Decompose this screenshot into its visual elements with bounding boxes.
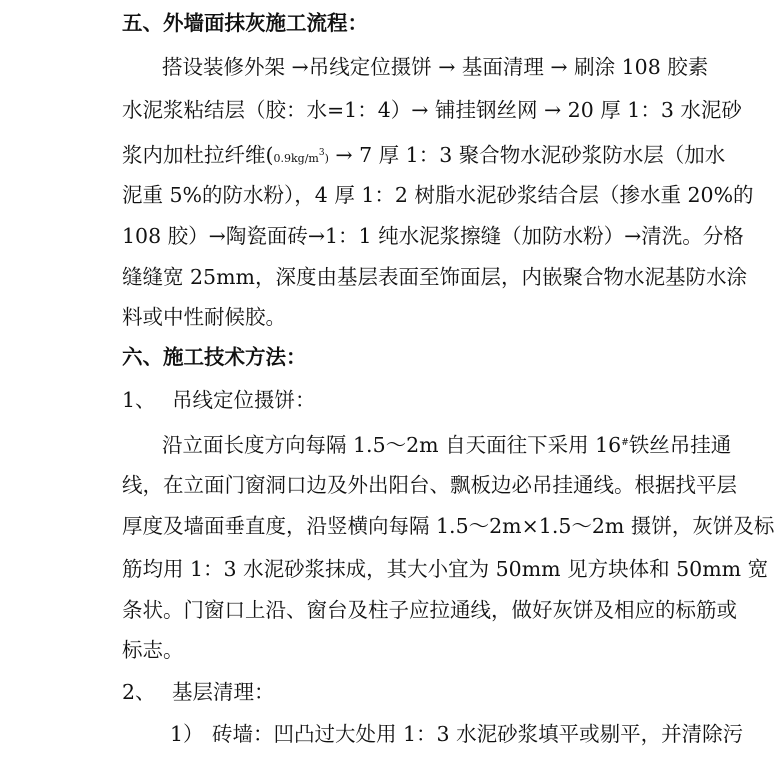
section-6-heading: 六、施工技术方法： (122, 345, 307, 369)
item-title: 基层清理： (172, 680, 275, 704)
paragraph-line: 搭设装修外架 →吊线定位摄饼 → 基面清理 → 刷涂 108 胶素 (162, 55, 709, 79)
paragraph-line: 料或中性耐候胶。 (122, 305, 286, 329)
paragraph-line: 水泥浆粘结层（胶：水=1：4）→ 铺挂钢丝网 → 20 厚 1：3 水泥砂 (122, 98, 742, 122)
sub-item-text: 砖墙：凹凸过大处用 1：3 水泥砂浆填平或剔平，并清除污 (212, 722, 744, 746)
paragraph-line: 标志。 (122, 638, 184, 662)
item-title: 吊线定位摄饼： (172, 388, 316, 412)
section-5-heading: 五、外墙面抹灰施工流程： (122, 11, 368, 35)
item-number: 2、 (122, 680, 156, 704)
item-number: 1、 (122, 388, 156, 412)
paragraph-line: 条状。门窗口上沿、窗台及柱子应拉通线，做好灰饼及相应的标筋或 (122, 598, 737, 622)
sub-item-number: 1） (170, 722, 204, 746)
paragraph-line (162, 429, 731, 459)
paragraph-line: 108 胶）→陶瓷面砖→1：1 纯水泥浆擦缝（加防水粉）→清洗。分格 (122, 224, 744, 248)
superscript: 3 (318, 148, 325, 158)
superscript: # (621, 438, 629, 448)
paragraph-text: 铁丝吊挂通 (628, 433, 732, 457)
paragraph-line: 泥重 5%的防水粉），4 厚 1：2 树脂水泥砂浆结合层（掺水重 20%的 (122, 183, 754, 207)
paragraph-line: 线，在立面门窗洞口边及外出阳台、飘板边必吊挂通线。根据找平层 (122, 473, 737, 497)
paragraph-text: 浆内加杜拉纤维( (122, 143, 274, 167)
paragraph-line: 筋均用 1：3 水泥砂浆抹成，其大小宜为 50mm 见方块体和 50mm 宽 (122, 557, 769, 581)
paragraph-line: 缝缝宽 25mm，深度由基层表面至饰面层，内嵌聚合物水泥基防水涂 (122, 265, 747, 289)
paragraph-line: 厚度及墙面垂直度，沿竖横向每隔 1.5～2m×1.5～2m 摄饼，灰饼及标 (122, 514, 775, 538)
paragraph-text: → 7 厚 1：3 聚合物水泥砂浆防水层（加水 (328, 143, 726, 167)
unit-paren: ) (324, 152, 329, 165)
paragraph-line (122, 139, 725, 173)
unit-text: 0.9kg/m (273, 152, 319, 165)
paragraph-text: 沿立面长度方向每隔 1.5～2m 自天面往下采用 16 (162, 433, 622, 457)
